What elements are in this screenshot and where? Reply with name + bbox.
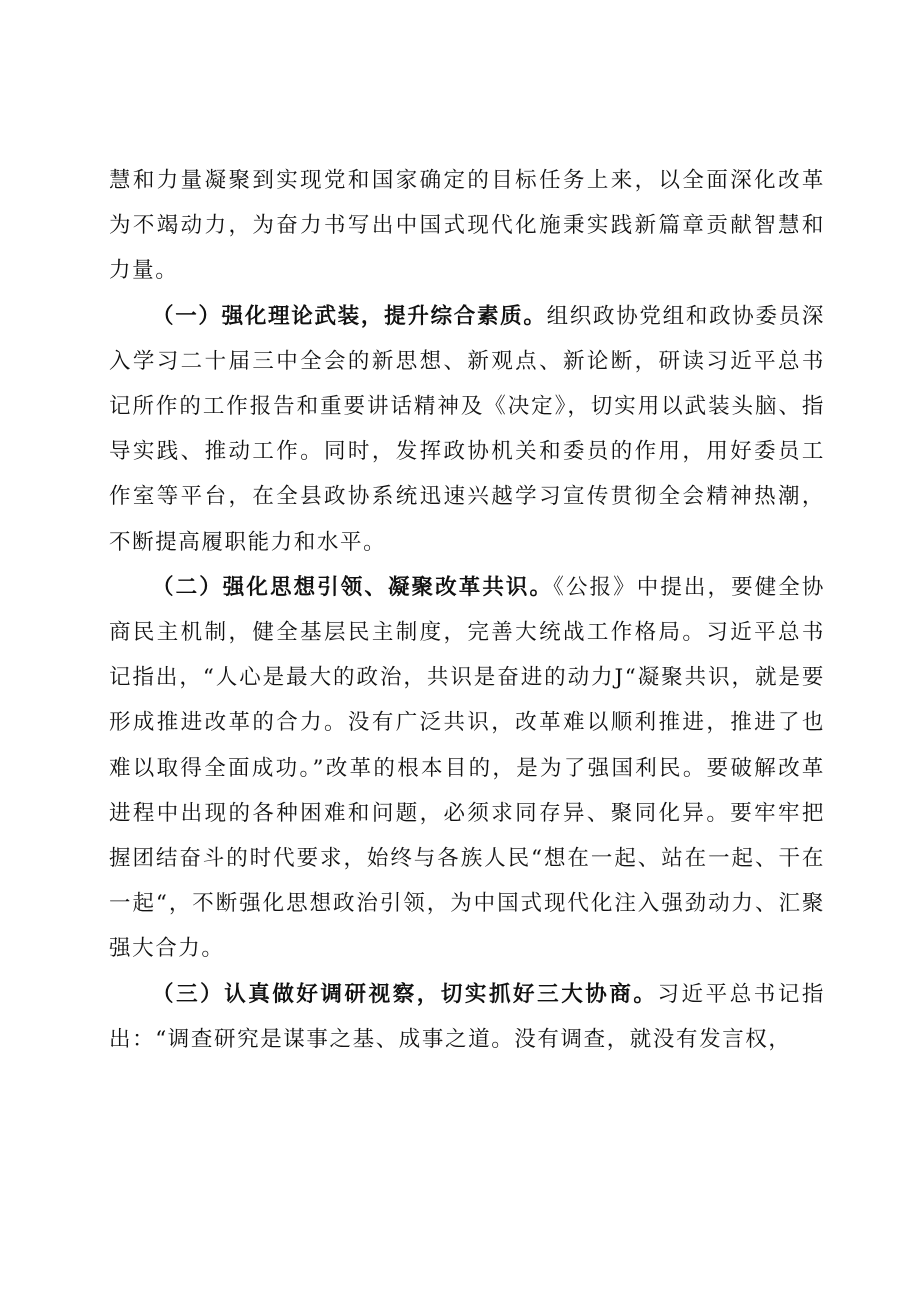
section-heading: （三）认真做好调研视察，切实抓好三大协商。 [152, 981, 658, 1007]
paragraph-body: 慧和力量凝聚到实现党和国家确定的目标任务上来，以全面深化改革为不竭动力，为奋力书写出中国式现代化施秉实践新篇章贡献智慧和力量。 [109, 168, 825, 284]
paragraph-body: 习近平总书记指出：“调查研究是谋事之基、成事之道。没有调查，就没有发言权， [109, 981, 826, 1052]
paragraph-continuation [109, 158, 825, 294]
section-heading: （二）强化思想引领、凝聚改革共识。 [152, 574, 554, 600]
document-body [109, 158, 825, 1062]
section-heading: （一）强化理论武装，提升综合素质。 [152, 303, 547, 329]
paragraph-section-3 [109, 972, 825, 1062]
paragraph-section-1 [109, 294, 825, 565]
paragraph-body: 组织政协党组和政协委员深入学习二十届三中全会的新思想、新观点、新论断，研读习近平总书记所作的工作报告和重要讲话精神及《决定》，切实用以武装头脑、指导实践、推动工作。同时，发挥政协机关和委员的作用，用好委员工作室等平台，在全县政协系统迅速兴越学习宣传贯彻全会精神热潮，不断提高履职能力和水平。 [109, 303, 826, 555]
paragraph-body: 《公报》中提出，要健全协商民主机制，健全基层民主制度，完善大统战工作格局。习近平总书记指出，“人心是最大的政治，共识是奋进的动力J“凝聚共识，就是要形成推进改革的合力。没有广泛共识，改革难以顺利推进，推进了也难以取得全面成功。”改革的根本目的，是为了强国利民。要破解改革进程中出现的各种困难和问题，必须求同存异、聚同化异。要牢牢把握团结奋斗的时代要求，始终与各族人民“想在一起、站在一起、干在一起“，不断强化思想政治引领，为中国式现代化注入强劲动力、汇聚强大合力。 [109, 574, 825, 962]
paragraph-section-2 [109, 565, 825, 972]
